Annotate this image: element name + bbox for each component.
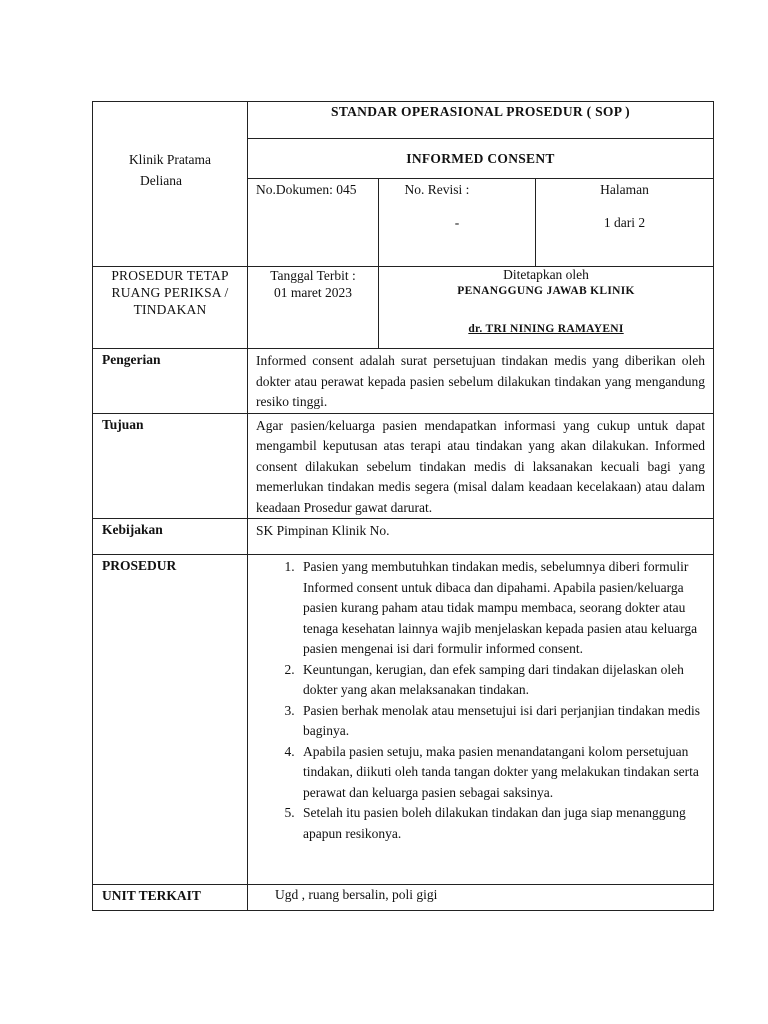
- sop-table: [92, 101, 714, 911]
- page-cell: [536, 179, 714, 267]
- document-title: STANDAR OPERASIONAL PROSEDUR ( SOP ): [248, 102, 714, 139]
- issue-date-value: 01 maret 2023: [274, 285, 352, 300]
- issue-date-cell: [248, 267, 379, 349]
- document-number-label: No.Dokumen: 045: [256, 182, 357, 197]
- unit-terkait-label: UNIT TERKAIT: [93, 885, 248, 911]
- document-number: [248, 179, 379, 267]
- tujuan-text: Agar pasien/keluarga pasien mendapatkan informasi yang cukup untuk dapat mengambil keputusan atas terapi atau tindakan yang akan dilakukan. Informed consent dilakukan sebelum tindakan medis di laksanakan kecuali bagi yang memerlukan tindakan medis segera (misal dalam keadaan kecelakaan) atau dalam keadaan Prosedur gawat darurat.: [248, 413, 714, 519]
- tujuan-label: Tujuan: [93, 413, 248, 519]
- document-subtitle: INFORMED CONSENT: [248, 139, 714, 179]
- page-label: Halaman: [600, 182, 649, 197]
- revision-cell: [379, 179, 536, 267]
- unit-terkait-text: Ugd , ruang bersalin, poli gigi: [248, 885, 714, 911]
- page-value: 1 dari 2: [603, 214, 646, 230]
- clinic-name-line2: Deliana: [140, 172, 182, 188]
- prosedur-cell: [248, 555, 714, 885]
- issue-date-label: Tanggal Terbit :: [270, 268, 356, 283]
- procedure-name: PROSEDUR TETAP RUANG PERIKSA / TINDAKAN: [93, 267, 248, 349]
- prosedur-step: 2. Keuntungan, kerugian, dan efek samping dari tindakan dijelaskan oleh dokter yang akan melaksanakan tindakan.: [298, 660, 713, 701]
- responsible-title: PENANGGUNG JAWAB KLINIK: [457, 285, 635, 297]
- set-by-label: Ditetapkan oleh: [503, 267, 589, 282]
- revision-value: -: [454, 214, 460, 230]
- revision-label: No. Revisi :: [404, 182, 470, 197]
- prosedur-step: 3. Pasien berhak menolak atau mensetujui isi dari perjanjian tindakan medis baginya.: [298, 701, 713, 742]
- clinic-name-line1: Klinik Pratama: [128, 152, 212, 167]
- approval-cell: [379, 267, 714, 349]
- prosedur-step: 5. Setelah itu pasien boleh dilakukan tindakan dan juga siap menanggung apapun resikonya.: [298, 803, 713, 844]
- doctor-name: dr. TRI NINING RAMAYENI: [468, 323, 624, 335]
- kebijakan-text: SK Pimpinan Klinik No.: [248, 519, 714, 555]
- clinic-name-cell: [93, 102, 248, 267]
- pengertian-text: Informed consent adalah surat persetujuan tindakan medis yang diberikan oleh dokter atau perawat kepada pasien sebelum dilakukan tindakan yang mengandung resiko tinggi.: [248, 349, 714, 414]
- prosedur-steps: [248, 557, 713, 844]
- pengertian-label: Pengerian: [93, 349, 248, 414]
- prosedur-step: 4. Apabila pasien setuju, maka pasien menandatangani kolom persetujuan tindakan, diikuti oleh tanda tangan dokter yang melakukan tindakan serta perawat dan keluarga pasien sebagai saksinya.: [298, 742, 713, 804]
- prosedur-step: 1. Pasien yang membutuhkan tindakan medis, sebelumnya diberi formulir Informed consent untuk dibaca dan dipahami. Apabila pasien/keluarga pasien kurang paham atau tidak mampu membaca, seorang dokter atau tenaga kesehatan lainnya wajib menjelaskan kepada pasien atau keluarga pasien mengenai isi dari formulir informed consent.: [298, 557, 713, 660]
- prosedur-label: PROSEDUR: [93, 555, 248, 885]
- kebijakan-label: Kebijakan: [93, 519, 248, 555]
